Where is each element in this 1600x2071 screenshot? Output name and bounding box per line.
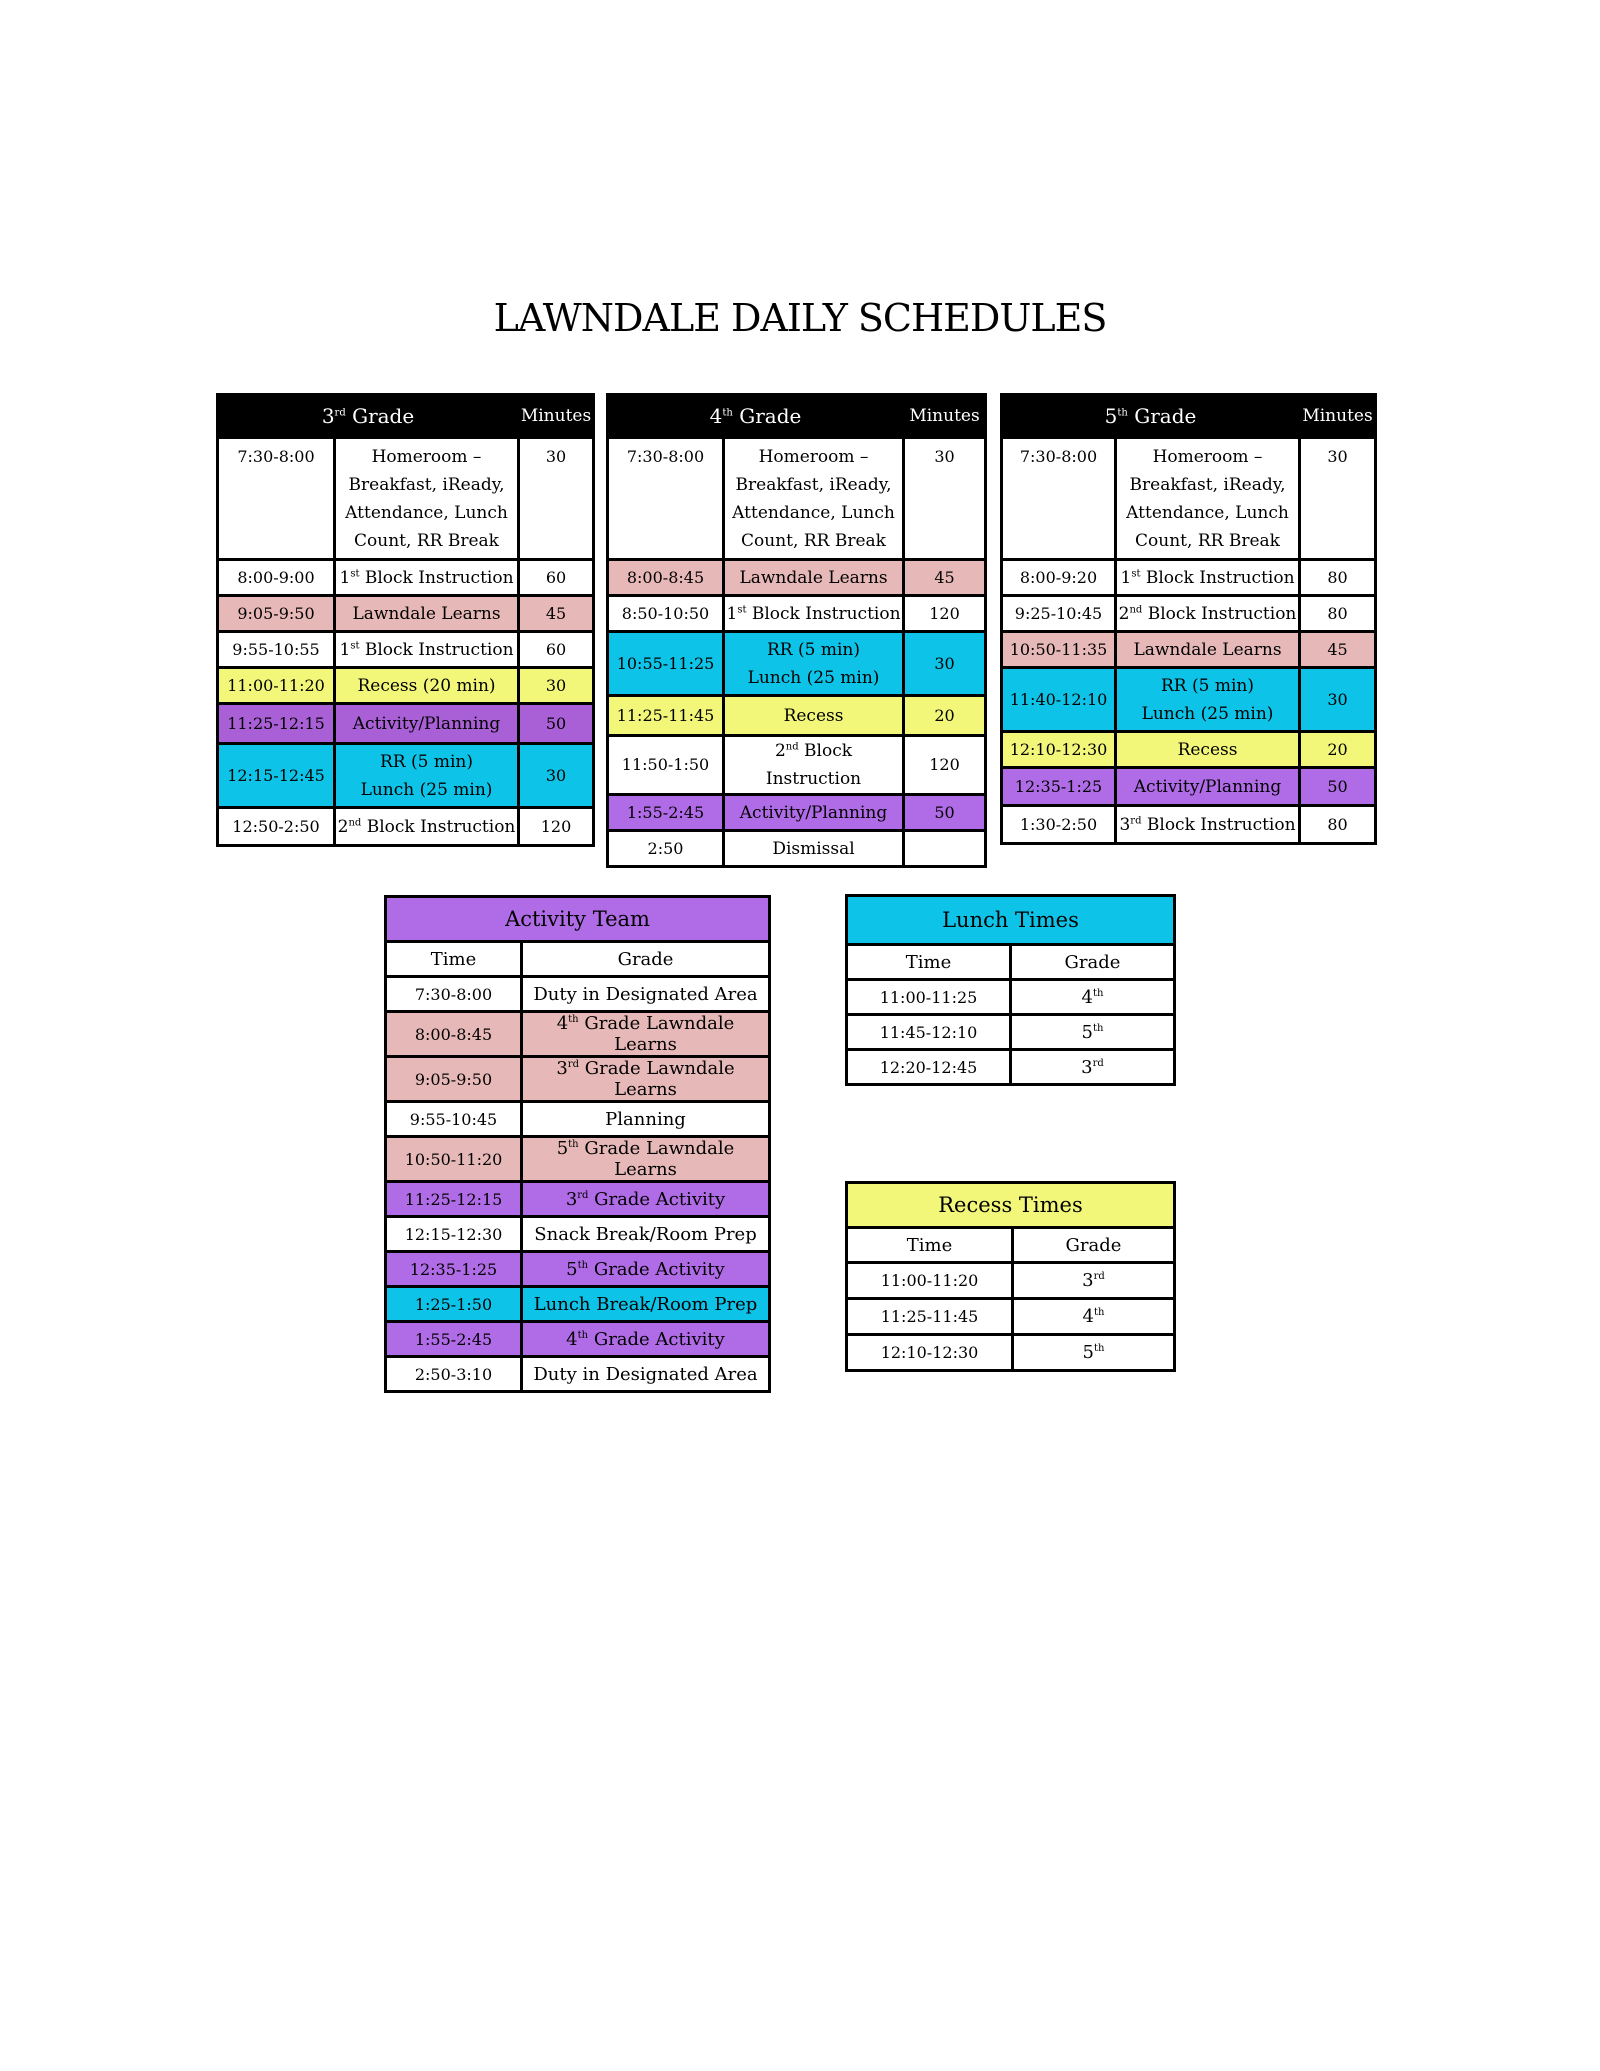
table-row <box>218 560 594 596</box>
activity-cell: Homeroom – Breakfast, iReady, Attendance, Lunch Count, RR Break <box>335 438 519 560</box>
activity-cell: Activity/Planning <box>335 704 519 744</box>
lunch-times-table <box>845 894 1176 1086</box>
grade-cell: 4th Grade Lawndale Learns <box>522 1012 770 1057</box>
table-row <box>218 632 594 668</box>
table-row <box>386 1217 770 1252</box>
minutes-cell: 30 <box>1300 438 1376 560</box>
time-cell: 10:50-11:35 <box>1002 632 1116 668</box>
activity-cell: 1st Block Instruction <box>1116 560 1300 596</box>
table-row <box>218 744 594 808</box>
table-row <box>847 1050 1175 1085</box>
grade-cell: Snack Break/Room Prep <box>522 1217 770 1252</box>
activity-cell: 2nd Block Instruction <box>335 808 519 846</box>
time-cell: 11:45-12:10 <box>847 1015 1011 1050</box>
activity-cell: 1st Block Instruction <box>335 560 519 596</box>
activity-team-table <box>384 895 771 1393</box>
minutes-cell: 120 <box>904 736 986 795</box>
grade-cell: Duty in Designated Area <box>522 1357 770 1392</box>
time-cell: 8:00-8:45 <box>608 560 724 596</box>
grade-cell: 3rd <box>1013 1263 1175 1299</box>
minutes-cell: 20 <box>904 696 986 736</box>
table-row <box>1002 438 1376 560</box>
time-cell: 7:30-8:00 <box>1002 438 1116 560</box>
grade-column-header: Grade <box>1013 1228 1175 1263</box>
grade3-header-row <box>218 395 594 438</box>
grade4-header-row <box>608 395 986 438</box>
grade5-minutes-heading: Minutes <box>1300 395 1376 438</box>
grade-cell: 4th Grade Activity <box>522 1322 770 1357</box>
minutes-cell: 60 <box>519 560 594 596</box>
minutes-cell: 20 <box>1300 732 1376 768</box>
time-cell: 9:05-9:50 <box>386 1057 522 1102</box>
minutes-cell: 45 <box>519 596 594 632</box>
time-cell: 12:50-2:50 <box>218 808 335 846</box>
time-cell: 11:25-12:15 <box>386 1182 522 1217</box>
activity-cell: Lawndale Learns <box>1116 632 1300 668</box>
minutes-cell: 50 <box>904 795 986 831</box>
table-row <box>386 1182 770 1217</box>
table-row <box>608 596 986 632</box>
grade-cell: 3rd <box>1011 1050 1175 1085</box>
recess-times-columns-row <box>847 1228 1175 1263</box>
activity-cell: Dismissal <box>724 831 904 867</box>
time-cell: 9:55-10:45 <box>386 1102 522 1137</box>
minutes-cell: 50 <box>519 704 594 744</box>
table-row <box>1002 768 1376 806</box>
activity-team-columns-row <box>386 942 770 977</box>
minutes-cell <box>904 831 986 867</box>
recess-times-header-row <box>847 1183 1175 1228</box>
table-row <box>218 808 594 846</box>
time-cell: 11:25-12:15 <box>218 704 335 744</box>
time-cell: 11:25-11:45 <box>847 1299 1013 1335</box>
activity-cell: RR (5 min) Lunch (25 min) <box>724 632 904 696</box>
grade3-schedule-table <box>216 393 595 847</box>
activity-team-header-row <box>386 897 770 942</box>
time-cell: 8:50-10:50 <box>608 596 724 632</box>
lunch-times-title: Lunch Times <box>847 896 1175 945</box>
time-cell: 9:55-10:55 <box>218 632 335 668</box>
table-row <box>608 736 986 795</box>
table-row <box>847 1263 1175 1299</box>
minutes-cell: 45 <box>904 560 986 596</box>
grade-cell: 3rd Grade Lawndale Learns <box>522 1057 770 1102</box>
grade-cell: 5th <box>1013 1335 1175 1371</box>
grade5-heading: 5th Grade <box>1002 395 1300 438</box>
time-cell: 1:25-1:50 <box>386 1287 522 1322</box>
time-cell: 11:00-11:20 <box>218 668 335 704</box>
table-row <box>608 831 986 867</box>
activity-team-title: Activity Team <box>386 897 770 942</box>
grade-cell: 5th <box>1011 1015 1175 1050</box>
time-cell: 11:40-12:10 <box>1002 668 1116 732</box>
minutes-cell: 30 <box>904 632 986 696</box>
table-row <box>218 704 594 744</box>
grade4-minutes-heading: Minutes <box>904 395 986 438</box>
time-cell: 8:00-9:20 <box>1002 560 1116 596</box>
time-cell: 11:00-11:20 <box>847 1263 1013 1299</box>
activity-cell: Homeroom – Breakfast, iReady, Attendance, Lunch Count, RR Break <box>724 438 904 560</box>
grade-cell: 5th Grade Activity <box>522 1252 770 1287</box>
time-cell: 8:00-8:45 <box>386 1012 522 1057</box>
time-cell: 12:10-12:30 <box>1002 732 1116 768</box>
time-cell: 8:00-9:00 <box>218 560 335 596</box>
minutes-cell: 120 <box>904 596 986 632</box>
time-column-header: Time <box>847 945 1011 980</box>
grade-cell: Lunch Break/Room Prep <box>522 1287 770 1322</box>
time-cell: 12:15-12:30 <box>386 1217 522 1252</box>
table-row <box>386 1012 770 1057</box>
table-row <box>386 1057 770 1102</box>
time-column-header: Time <box>847 1228 1013 1263</box>
time-cell: 2:50 <box>608 831 724 867</box>
table-row <box>1002 732 1376 768</box>
time-cell: 12:35-1:25 <box>1002 768 1116 806</box>
table-row <box>1002 668 1376 732</box>
table-row <box>847 1015 1175 1050</box>
time-cell: 2:50-3:10 <box>386 1357 522 1392</box>
table-row <box>608 438 986 560</box>
time-cell: 11:00-11:25 <box>847 980 1011 1015</box>
table-row <box>386 1322 770 1357</box>
grade-cell: Planning <box>522 1102 770 1137</box>
table-row <box>847 1299 1175 1335</box>
grade-cell: Duty in Designated Area <box>522 977 770 1012</box>
activity-cell: Activity/Planning <box>724 795 904 831</box>
table-row <box>386 1137 770 1182</box>
lunch-times-columns-row <box>847 945 1175 980</box>
table-row <box>218 668 594 704</box>
recess-times-title: Recess Times <box>847 1183 1175 1228</box>
grade5-header-row <box>1002 395 1376 438</box>
time-cell: 7:30-8:00 <box>608 438 724 560</box>
minutes-cell: 80 <box>1300 596 1376 632</box>
table-row <box>386 977 770 1012</box>
minutes-cell: 30 <box>904 438 986 560</box>
table-row <box>1002 560 1376 596</box>
activity-cell: Recess <box>724 696 904 736</box>
minutes-cell: 30 <box>519 438 594 560</box>
table-row <box>1002 806 1376 844</box>
minutes-cell: 120 <box>519 808 594 846</box>
activity-cell: RR (5 min) Lunch (25 min) <box>1116 668 1300 732</box>
minutes-cell: 30 <box>519 668 594 704</box>
activity-cell: Activity/Planning <box>1116 768 1300 806</box>
activity-cell: 1st Block Instruction <box>724 596 904 632</box>
time-cell: 11:50-1:50 <box>608 736 724 795</box>
grade-column-header: Grade <box>522 942 770 977</box>
table-row <box>608 795 986 831</box>
table-row <box>386 1102 770 1137</box>
grade3-heading: 3rd Grade <box>218 395 519 438</box>
minutes-cell: 30 <box>1300 668 1376 732</box>
activity-cell: 2nd Block Instruction <box>724 736 904 795</box>
table-row <box>608 696 986 736</box>
table-row <box>218 596 594 632</box>
time-cell: 7:30-8:00 <box>218 438 335 560</box>
minutes-cell: 50 <box>1300 768 1376 806</box>
activity-cell: Lawndale Learns <box>724 560 904 596</box>
time-cell: 10:55-11:25 <box>608 632 724 696</box>
table-row <box>386 1287 770 1322</box>
table-row <box>847 980 1175 1015</box>
time-cell: 7:30-8:00 <box>386 977 522 1012</box>
time-cell: 1:30-2:50 <box>1002 806 1116 844</box>
table-row <box>1002 632 1376 668</box>
table-row <box>1002 596 1376 632</box>
time-cell: 12:15-12:45 <box>218 744 335 808</box>
table-row <box>218 438 594 560</box>
table-row <box>847 1335 1175 1371</box>
activity-cell: 1st Block Instruction <box>335 632 519 668</box>
time-cell: 10:50-11:20 <box>386 1137 522 1182</box>
activity-cell: 2nd Block Instruction <box>1116 596 1300 632</box>
lunch-times-header-row <box>847 896 1175 945</box>
time-cell: 11:25-11:45 <box>608 696 724 736</box>
minutes-cell: 80 <box>1300 806 1376 844</box>
activity-cell: Recess (20 min) <box>335 668 519 704</box>
time-cell: 9:25-10:45 <box>1002 596 1116 632</box>
table-row <box>386 1252 770 1287</box>
time-cell: 12:10-12:30 <box>847 1335 1013 1371</box>
table-row <box>386 1357 770 1392</box>
table-row <box>608 632 986 696</box>
activity-cell: Recess <box>1116 732 1300 768</box>
time-cell: 1:55-2:45 <box>608 795 724 831</box>
grade-column-header: Grade <box>1011 945 1175 980</box>
time-cell: 9:05-9:50 <box>218 596 335 632</box>
page-title: LAWNDALE DAILY SCHEDULES <box>493 296 1107 340</box>
minutes-cell: 45 <box>1300 632 1376 668</box>
time-cell: 12:35-1:25 <box>386 1252 522 1287</box>
grade4-heading: 4th Grade <box>608 395 904 438</box>
grade-cell: 4th <box>1011 980 1175 1015</box>
grade-cell: 4th <box>1013 1299 1175 1335</box>
activity-cell: RR (5 min) Lunch (25 min) <box>335 744 519 808</box>
grade3-minutes-heading: Minutes <box>519 395 594 438</box>
table-row <box>608 560 986 596</box>
minutes-cell: 80 <box>1300 560 1376 596</box>
activity-cell: Homeroom – Breakfast, iReady, Attendance, Lunch Count, RR Break <box>1116 438 1300 560</box>
grade5-schedule-table <box>1000 393 1377 845</box>
minutes-cell: 60 <box>519 632 594 668</box>
grade-cell: 5th Grade Lawndale Learns <box>522 1137 770 1182</box>
time-column-header: Time <box>386 942 522 977</box>
recess-times-table <box>845 1181 1176 1372</box>
time-cell: 12:20-12:45 <box>847 1050 1011 1085</box>
activity-cell: 3rd Block Instruction <box>1116 806 1300 844</box>
minutes-cell: 30 <box>519 744 594 808</box>
grade4-schedule-table <box>606 393 987 868</box>
activity-cell: Lawndale Learns <box>335 596 519 632</box>
time-cell: 1:55-2:45 <box>386 1322 522 1357</box>
grade-cell: 3rd Grade Activity <box>522 1182 770 1217</box>
